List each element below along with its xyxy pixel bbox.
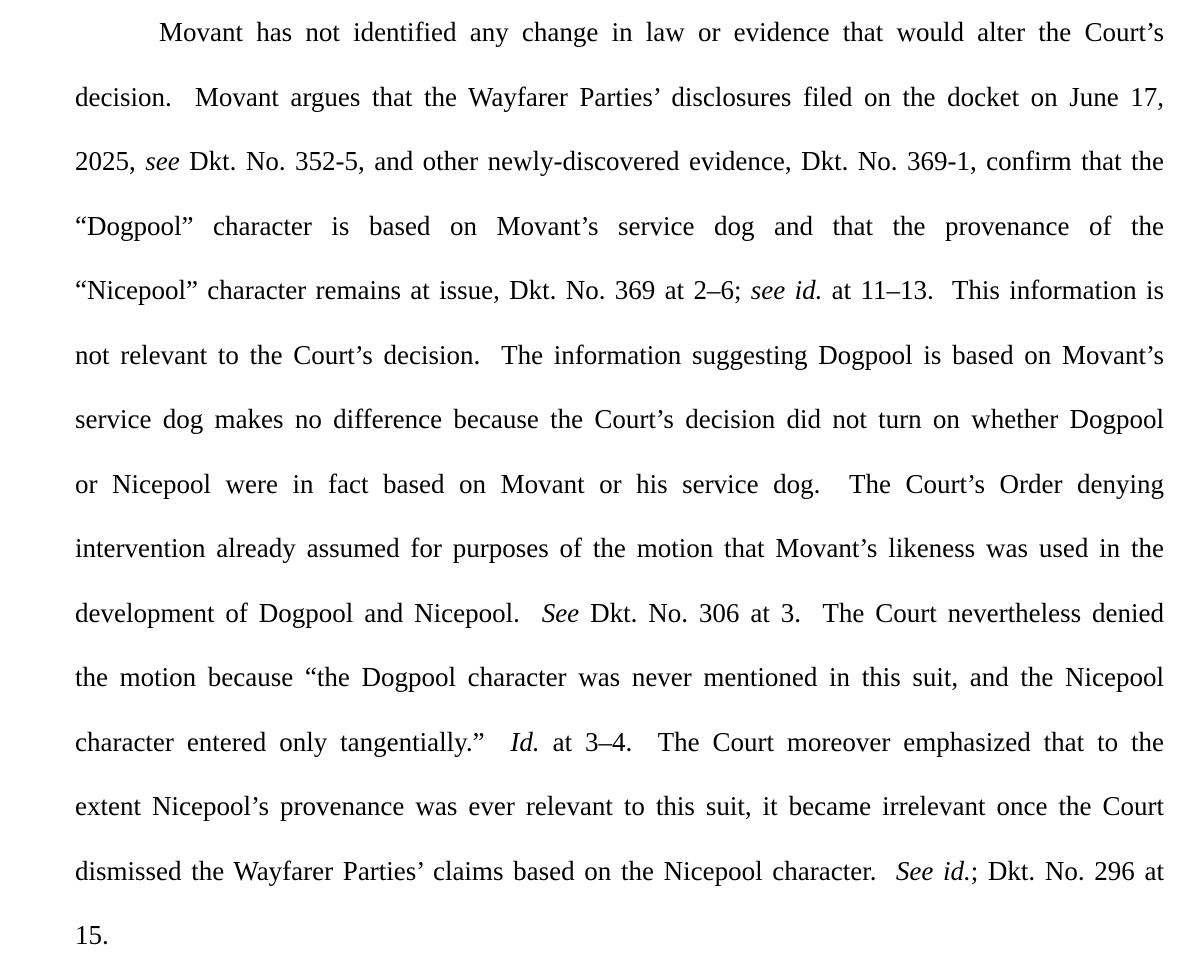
text-run: dismissed the Wayfarer Parties’ claims based on the Nicepool character. [75, 856, 896, 886]
paragraph-line [75, 468, 1164, 500]
paragraph-line [75, 855, 1164, 887]
text-run: extent Nicepool’s provenance was ever relevant to this suit, it became irrelevant once the Court [75, 791, 1164, 821]
paragraph-line [159, 16, 1164, 48]
paragraph-line [75, 403, 1164, 435]
text-run: intervention already assumed for purposes of the motion that Movant’s likeness was used in the [75, 533, 1164, 563]
paragraph-line [75, 597, 1164, 629]
text-run: Dkt. No. 306 at 3. The Court nevertheless denied [579, 598, 1165, 628]
text-run: development of Dogpool and Nicepool. [75, 598, 542, 628]
text-run: at 3–4. The Court moreover emphasized that to the [539, 727, 1164, 757]
text-run: 15. [75, 920, 109, 950]
text-run: service dog makes no difference because the Court’s decision did not turn on whether Dogpool [75, 404, 1164, 434]
text-run: at 11–13. This information is [822, 275, 1164, 305]
paragraph-line [75, 726, 1164, 758]
text-run: ; Dkt. No. 296 at [970, 856, 1164, 886]
italic-citation: See id. [895, 856, 971, 886]
paragraph-line [75, 210, 1164, 242]
text-run: “Nicepool” character remains at issue, Dkt. No. 369 at 2–6; [75, 275, 751, 305]
text-run: Dkt. No. 352-5, and other newly-discovered evidence, Dkt. No. 369-1, confirm that the [179, 146, 1165, 176]
italic-citation: see id. [750, 275, 823, 305]
paragraph-line [75, 532, 1164, 564]
paragraph-line [75, 919, 109, 951]
paragraph-line [75, 274, 1164, 306]
text-run: the motion because “the Dogpool character was never mentioned in this suit, and the Nicepool [75, 662, 1164, 692]
paragraph-line [75, 81, 1164, 113]
text-run: not relevant to the Court’s decision. The information suggesting Dogpool is based on Movant’s [75, 340, 1164, 370]
text-run: character entered only tangentially.” [75, 727, 511, 757]
italic-citation: See [541, 598, 580, 628]
paragraph-line [75, 339, 1164, 371]
text-run: decision. Movant argues that the Wayfarer Parties’ disclosures filed on the docket on June 17, [75, 82, 1164, 112]
italic-citation: Id. [510, 727, 540, 757]
paragraph-line [75, 661, 1164, 693]
italic-citation: see [145, 146, 180, 176]
text-run: Movant has not identified any change in law or evidence that would alter the Court’s [159, 17, 1164, 47]
paragraph-line [75, 790, 1164, 822]
text-run: 2025, [75, 146, 146, 176]
paragraph-line [75, 145, 1164, 177]
text-run: “Dogpool” character is based on Movant’s service dog and that the provenance of the [75, 211, 1164, 241]
text-run: or Nicepool were in fact based on Movant or his service dog. The Court’s Order denying [75, 469, 1164, 499]
